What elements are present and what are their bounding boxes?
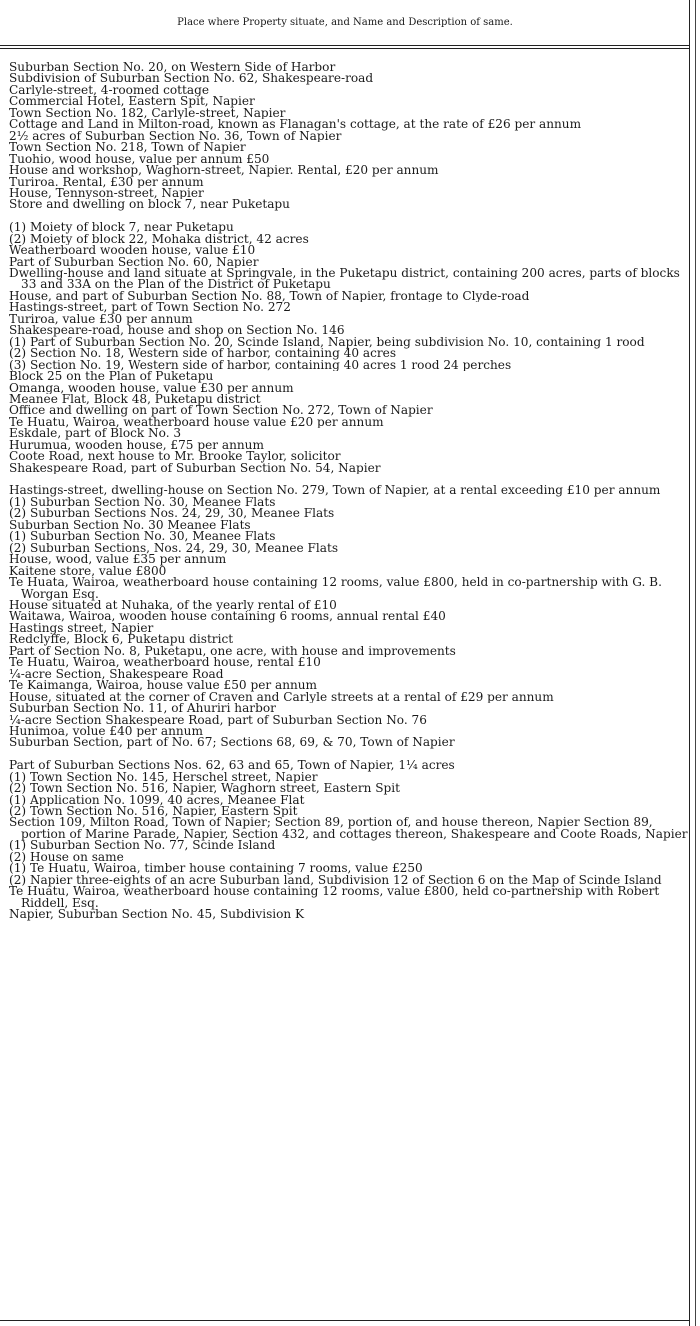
property-entry: (2) Town Section No. 516, Napier, Eastern Spit [9,805,298,818]
property-entry: (1) Te Huatu, Wairoa, timber house containing 7 rooms, value £250 [9,863,423,875]
property-entry: House situated at Nuhaka, of the yearly rental of £10 [9,599,337,612]
property-entry: Eskdale, part of Block No. 3 [9,428,182,440]
property-entry: (1) Suburban Section No. 77, Scinde Island [9,840,276,852]
property-entry: House, situated at the corner of Craven and Carlyle streets at a rental of £29 per annum [9,691,554,704]
property-entry: Dwelling-house and land situate at Springvale, in the Puketapu district, containing 200 acres, parts of blocks 33 and 33A on the Plan of the District of Puketapu [9,266,680,292]
property-entry: House and workshop, Waghorn-street, Napier. Rental, £20 per annum [9,165,439,177]
property-entry: House, and part of Suburban Section No. 88, Town of Napier, frontage to Clyde-road [9,290,530,303]
property-entry: Hunimoa, volue £40 per annum [9,725,203,738]
property-entry: (1) Part of Suburban Section No. 20, Scinde Island, Napier, being subdivision No. 10, containing 1 rood [9,334,645,349]
column-rule-right [689,0,690,1326]
property-entry: Coote Road, next house to Mr. Brooke Taylor, solicitor [9,451,341,463]
property-entry: Subdivision of Suburban Section No. 62, Shakespeare-road [9,73,374,85]
property-entry: Meanee Flat, Block 48, Puketapu district [9,393,261,406]
property-entry: Hastings-street, dwelling-house on Section No. 279, Town of Napier, at a rental exceeding £10 per annum [9,483,661,498]
footer-rule [0,1320,690,1321]
property-entry: Hastings-street, part of Town Section No. 272 [9,302,291,314]
property-entry: Te Huata, Wairoa, weatherboard house containing 12 rooms, value £800, held in co-partnership with G. B. Worgan Esq. [9,575,662,601]
property-entry: Weatherboard wooden house, value £10 [9,245,256,257]
property-entry: (1) Suburban Section No. 30, Meanee Flats [9,531,276,543]
property-entry: Part of Suburban Sections Nos. 62, 63 and 65, Town of Napier, 1¼ acres [9,760,455,772]
property-entry: Redclyffe, Block 6, Puketapu district [9,634,234,646]
property-entry: Hastings street, Napier [9,622,154,635]
property-entry: Part of Suburban Section No. 60, Napier [9,256,259,268]
property-entry: Store and dwelling on block 7, near Puketapu [9,199,290,211]
property-entry: (3) Section No. 19, Western side of harbor, containing 40 acres 1 rood 24 perches [9,359,512,372]
header-rule [0,45,690,46]
property-entry: Suburban Section No. 30 Meanee Flats [9,519,251,532]
property-entry: Town Section No. 218, Town of Napier [9,142,246,154]
property-entry: Waitawa, Wairoa, wooden house containing 6 rooms, annual rental £40 [9,611,446,623]
property-entry: ¼-acre Section, Shakespeare Road [9,668,224,681]
column-rule-right-outer [695,0,696,1326]
entry-group [9,62,689,211]
property-entry: (1) Town Section No. 145, Herschel street, Napier [9,771,318,784]
property-entry: 2½ acres of Suburban Section No. 36, Town of Napier [9,130,342,143]
header-rule-double [0,48,690,49]
property-entry: Te Huatu, Wairoa, weatherboard house value £20 per annum [9,416,384,429]
property-entry: Block 25 on the Plan of Puketapu [9,371,214,383]
property-entry: Napier, Suburban Section No. 45, Subdivision K [9,909,305,921]
property-entry: Turiroa. Rental, £30 per annum [9,176,204,188]
property-entry: Suburban Section No. 11, of Ahuriri harbor [9,703,276,715]
property-entry: Turiroa, value £30 per annum [9,313,193,326]
property-entry: Town Section No. 182, Carlyle-street, Napier [9,107,286,120]
property-entry: Te Huatu, Wairoa, weatherboard house, rental £10 [9,657,321,669]
property-entry: (2) Moiety of block 22, Mohaka district, 42 acres [9,233,309,246]
property-entry: House, Tennyson-street, Napier [9,187,204,200]
property-entry: ¼-acre Section Shakespeare Road, part of Suburban Section No. 76 [9,714,427,726]
property-entry: Tuohio, wood house, value per annum £50 [9,153,270,166]
property-entry: Te Huatu, Wairoa, weatherboard house containing 12 rooms, value £800, held co-partnership with Robert Riddell, Esq. [9,884,660,910]
property-entry: (2) House on same [9,851,124,864]
property-entry: Cottage and Land in Milton-road, known as Flanagan's cottage, at the rate of £26 per annum [9,119,582,131]
property-entry: Carlyle-street, 4-roomed cottage [9,84,209,97]
property-entry: Part of Section No. 8, Puketapu, one acre, with house and improvements [9,645,456,658]
property-entry: House, wood, value £35 per annum [9,554,227,566]
property-entry: Suburban Section, part of No. 67; Sections 68, 69, & 70, Town of Napier [9,737,455,749]
property-entry: Shakespeare Road, part of Suburban Section No. 54, Napier [9,462,381,475]
property-entry: Hurumua, wooden house, £75 per annum [9,439,264,452]
property-entry: (1) Application No. 1099, 40 acres, Meanee Flat [9,794,305,806]
property-entry: Omanga, wooden house, value £30 per annum [9,382,294,394]
property-entry: (2) Suburban Sections, Nos. 24, 29, 30, Meanee Flats [9,542,339,555]
property-entry: (1) Moiety of block 7, near Puketapu [9,222,234,234]
entry-group [9,760,689,920]
property-entry: Commercial Hotel, Eastern Spit, Napier [9,96,255,108]
property-entry: Kaitene store, value £800 [9,565,167,578]
entry-group [9,222,689,474]
property-entry: Section 109, Milton Road, Town of Napier; Section 89, portion of, and house thereon, Napier Section 89, portion of Marine Parade, Napier, Section 432, and cottages thereon, Shakespeare and Coote Roads, Napier [9,815,688,841]
property-entry: (2) Town Section No. 516, Napier, Waghorn street, Eastern Spit [9,783,400,795]
property-entry: (2) Napier three-eights of an acre Suburban land, Subdivision 12 of Section 6 on the Map of Scinde Island [9,872,662,887]
entry-group [9,485,689,748]
property-entry: Suburban Section No. 20, on Western Side of Harbor [9,62,336,74]
property-entry: (2) Section No. 18, Western side of harbor, containing 40 acres [9,348,397,360]
column-header: Place where Property situate, and Name and Description of same. [177,17,513,28]
property-entries-list [9,62,689,921]
property-entry: Office and dwelling on part of Town Section No. 272, Town of Napier [9,405,433,417]
property-entry: (1) Suburban Section No. 30, Meanee Flats [9,496,276,509]
property-entry: Te Kaimanga, Wairoa, house value £50 per annum [9,680,318,692]
property-entry: Shakespeare-road, house and shop on Section No. 146 [9,325,345,337]
property-entry: (2) Suburban Sections Nos. 24, 29, 30, Meanee Flats [9,508,335,520]
